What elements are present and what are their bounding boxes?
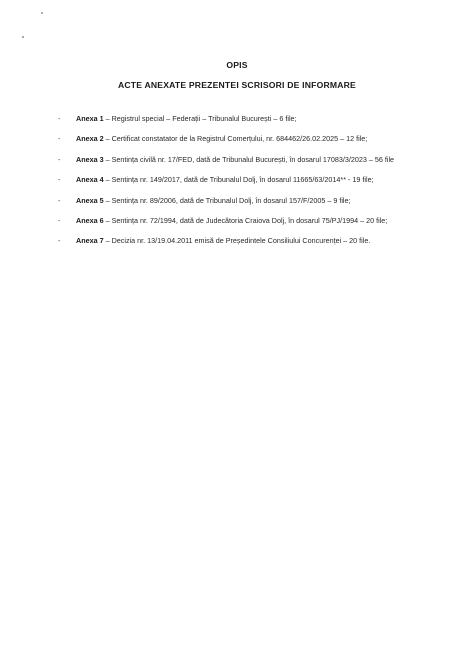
list-bullet: -	[58, 114, 61, 123]
annex-text	[76, 113, 297, 125]
annex-item-1	[58, 113, 468, 133]
annex-description: – Decizia nr. 13/19.04.2011 emisă de Președintele Consiliului Concurenței – 20 file.	[103, 236, 371, 246]
list-bullet: -	[58, 154, 61, 164]
annex-text	[76, 215, 387, 227]
annex-label: Anexa 3	[76, 154, 104, 164]
annex-text	[76, 174, 374, 186]
annex-label: Anexa 7	[76, 236, 104, 246]
list-bullet: -	[58, 195, 61, 205]
list-bullet: -	[58, 236, 61, 246]
annex-text	[76, 235, 370, 247]
annex-description: – Registrul special – Federații – Tribunalul București – 6 file;	[103, 114, 297, 123]
annex-text	[76, 195, 351, 207]
list-bullet: -	[58, 134, 61, 144]
annex-item-6	[58, 215, 468, 235]
scan-speck	[22, 36, 24, 38]
annex-description: – Sentința nr. 72/1994, dată de Judecătoria Craiova Dolj, în dosarul 75/PJ/1994 – 20 file;	[103, 215, 388, 225]
annex-label: Anexa 4	[76, 175, 104, 185]
list-bullet: -	[58, 215, 61, 225]
annex-label: Anexa 6	[76, 215, 104, 225]
annex-label: Anexa 5	[76, 195, 104, 205]
annex-label: Anexa 2	[76, 134, 104, 144]
annex-text	[76, 133, 367, 145]
annex-item-3	[58, 154, 468, 174]
document-subheading: ACTE ANEXATE PREZENTEI SCRISORI DE INFORMARE	[118, 80, 356, 90]
annex-item-7	[58, 235, 468, 255]
annex-item-5	[58, 195, 468, 215]
list-bullet: -	[58, 175, 61, 185]
annex-item-2	[58, 133, 468, 153]
document-heading: OPIS	[226, 60, 248, 70]
annex-label: Anexa 1	[76, 114, 104, 123]
scan-speck	[41, 12, 43, 14]
annex-list	[58, 113, 468, 256]
annex-item-4	[58, 174, 468, 194]
annex-description: – Certificat constatator de la Registrul Comerțului, nr. 684462/26.02.2025 – 12 file;	[103, 134, 368, 144]
annex-description: – Sentința nr. 89/2006, dată de Tribunalul Dolj, în dosarul 157/F/2005 – 9 file;	[103, 195, 351, 205]
annex-text	[76, 154, 394, 166]
annex-description: – Sentința nr. 149/2017, dată de Tribunalul Dolj, în dosarul 11665/63/2014** - 19 file;	[103, 175, 374, 185]
annex-description: – Sentința civilă nr. 17/FED, dată de Tribunalul București, în dosarul 17083/3/2023 – 56 file	[103, 154, 395, 164]
